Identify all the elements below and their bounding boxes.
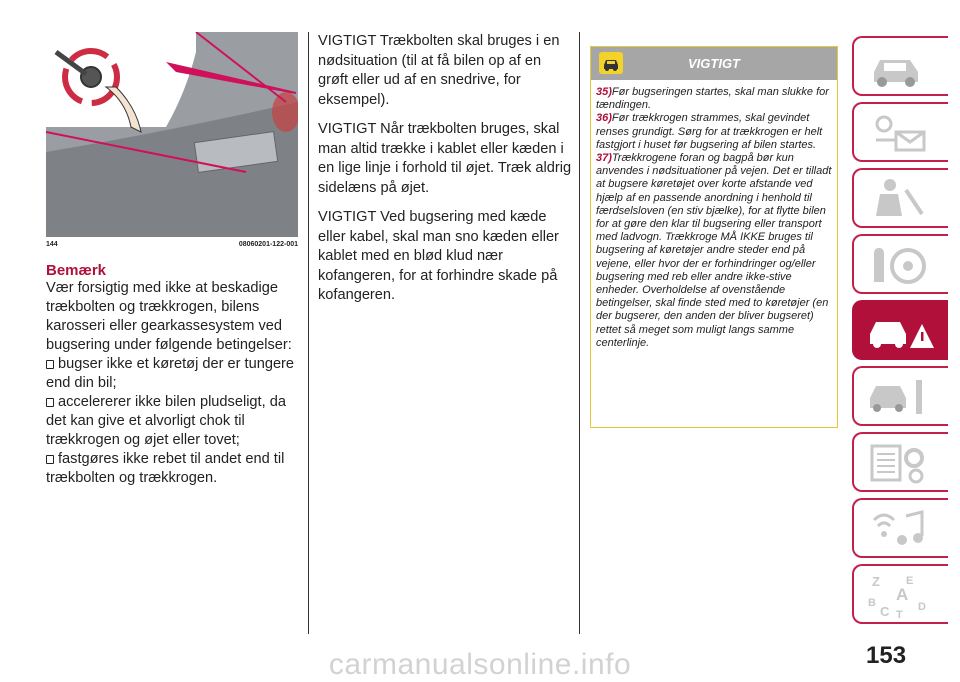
tab-dashboard[interactable]	[852, 36, 948, 96]
note-intro: Vær forsigtig med ikke at beskadige trækbolten og trækkrogen, bilens karosseri eller gearkassesystem ved bugsering under følgende betingelser:	[46, 280, 292, 353]
paragraph: VIGTIGT Trækbolten skal bruges i en nødsituation (til at få bilen op af en grøft eller ud af en snedrive, for eksempel).	[318, 33, 560, 108]
steering-wheel-icon	[866, 242, 936, 288]
page-number: 153	[866, 642, 907, 669]
warning-lights-icon	[866, 110, 936, 156]
paragraph: VIGTIGT Ved bugsering med kæde eller kabel, skal man sno kæden eller kablet med en blød klud nær kofangeren, for at forhindre skade på kofangeren.	[318, 209, 559, 303]
figure-code: 08060201-122-001	[238, 241, 298, 248]
warning-header	[591, 47, 837, 80]
tab-emergency[interactable]	[852, 300, 948, 360]
warning-title: VIGTIGT	[688, 56, 740, 71]
index-letter: B	[868, 597, 876, 609]
tab-driving[interactable]	[852, 234, 948, 294]
index-letter: D	[918, 601, 926, 613]
column-divider	[579, 32, 580, 634]
index-icon	[866, 572, 936, 618]
tab-technical-data[interactable]	[852, 432, 948, 492]
warning-item: 36)Før trækkrogen strammes, skal gevindet renses grundigt. Sørg for at trækkrogen er helt fastgjort i huset før bugsering af bilen startes.	[596, 112, 823, 151]
figure-number: 144	[46, 241, 58, 248]
left-column	[46, 32, 298, 488]
car-dashboard-icon	[866, 44, 936, 90]
tab-safety[interactable]	[852, 168, 948, 228]
multimedia-icon	[866, 506, 936, 552]
warning-body	[591, 80, 837, 350]
tow-hook-drawing	[46, 32, 298, 237]
car-maintenance-icon	[866, 374, 936, 420]
tab-warning-lights[interactable]	[852, 102, 948, 162]
chapter-sidebar	[852, 36, 948, 630]
index-letter: A	[896, 585, 909, 604]
checkbox-bullet-icon	[46, 455, 54, 464]
emergency-car-icon	[866, 308, 936, 354]
index-letter: E	[906, 575, 914, 587]
paragraph: VIGTIGT Når trækbolten bruges, skal man altid trække i kablet eller kæden i en lige linje i forhold til øjet. Træk aldrig sidelæns på øjet.	[318, 121, 572, 196]
tab-multimedia[interactable]	[852, 498, 948, 558]
note-bullet: accelererer ikke bilen pludseligt, da det kan give et alvorligt chok til trækkrogen og øjet eller tovet;	[46, 394, 286, 448]
tab-maintenance[interactable]	[852, 366, 948, 426]
tow-hook-illustration	[46, 32, 298, 237]
warning-item: 37)Trækkrogene foran og bagpå bør kun anvendes i nødsituationer på vejen. Det er tilladt at bugsere køretøjet over korte afstande ved hjælp af en passende anordning i henhold til færdselsloven (en stiv bjælke), for at flytte bilen for at gøre den klar til bugsering eller transport med ladvogn. Trækkroge MÅ IKKE bruges til bugsering af køretøjer andre steder end på vejene, eller hvor der er forhindringer og/eller bugsering med reb eller andre ikke-stive enheder. Overholdelse af ovenstående betingelser, skal finde sted med to køretøjer (en der bugserer, den anden der bliver bugseret) rettet så meget som muligt langs samme centerlinje.	[596, 152, 832, 349]
technical-data-icon	[866, 440, 936, 486]
note-bullet: fastgøres ikke rebet til andet end til trækbolten og trækkrogen.	[46, 451, 285, 486]
note-heading: Bemærk	[46, 262, 107, 279]
warning-box	[590, 46, 838, 428]
index-letter: Z	[872, 574, 880, 589]
watermark: carmanualsonline.info	[328, 648, 632, 681]
column-divider	[308, 32, 309, 634]
tab-index[interactable]	[852, 564, 948, 624]
checkbox-bullet-icon	[46, 398, 54, 407]
warning-item: 35)Før bugseringen startes, skal man slukke for tændingen.	[596, 86, 829, 112]
note-body	[46, 279, 298, 488]
index-letter: T	[896, 609, 903, 618]
safety-seat-icon	[866, 176, 936, 222]
note-bullet: bugser ikke et køretøj der er tungere end din bil;	[46, 356, 295, 391]
middle-column	[318, 32, 572, 316]
checkbox-bullet-icon	[46, 360, 54, 369]
index-letter: C	[880, 604, 890, 618]
figure-caption	[46, 241, 298, 248]
